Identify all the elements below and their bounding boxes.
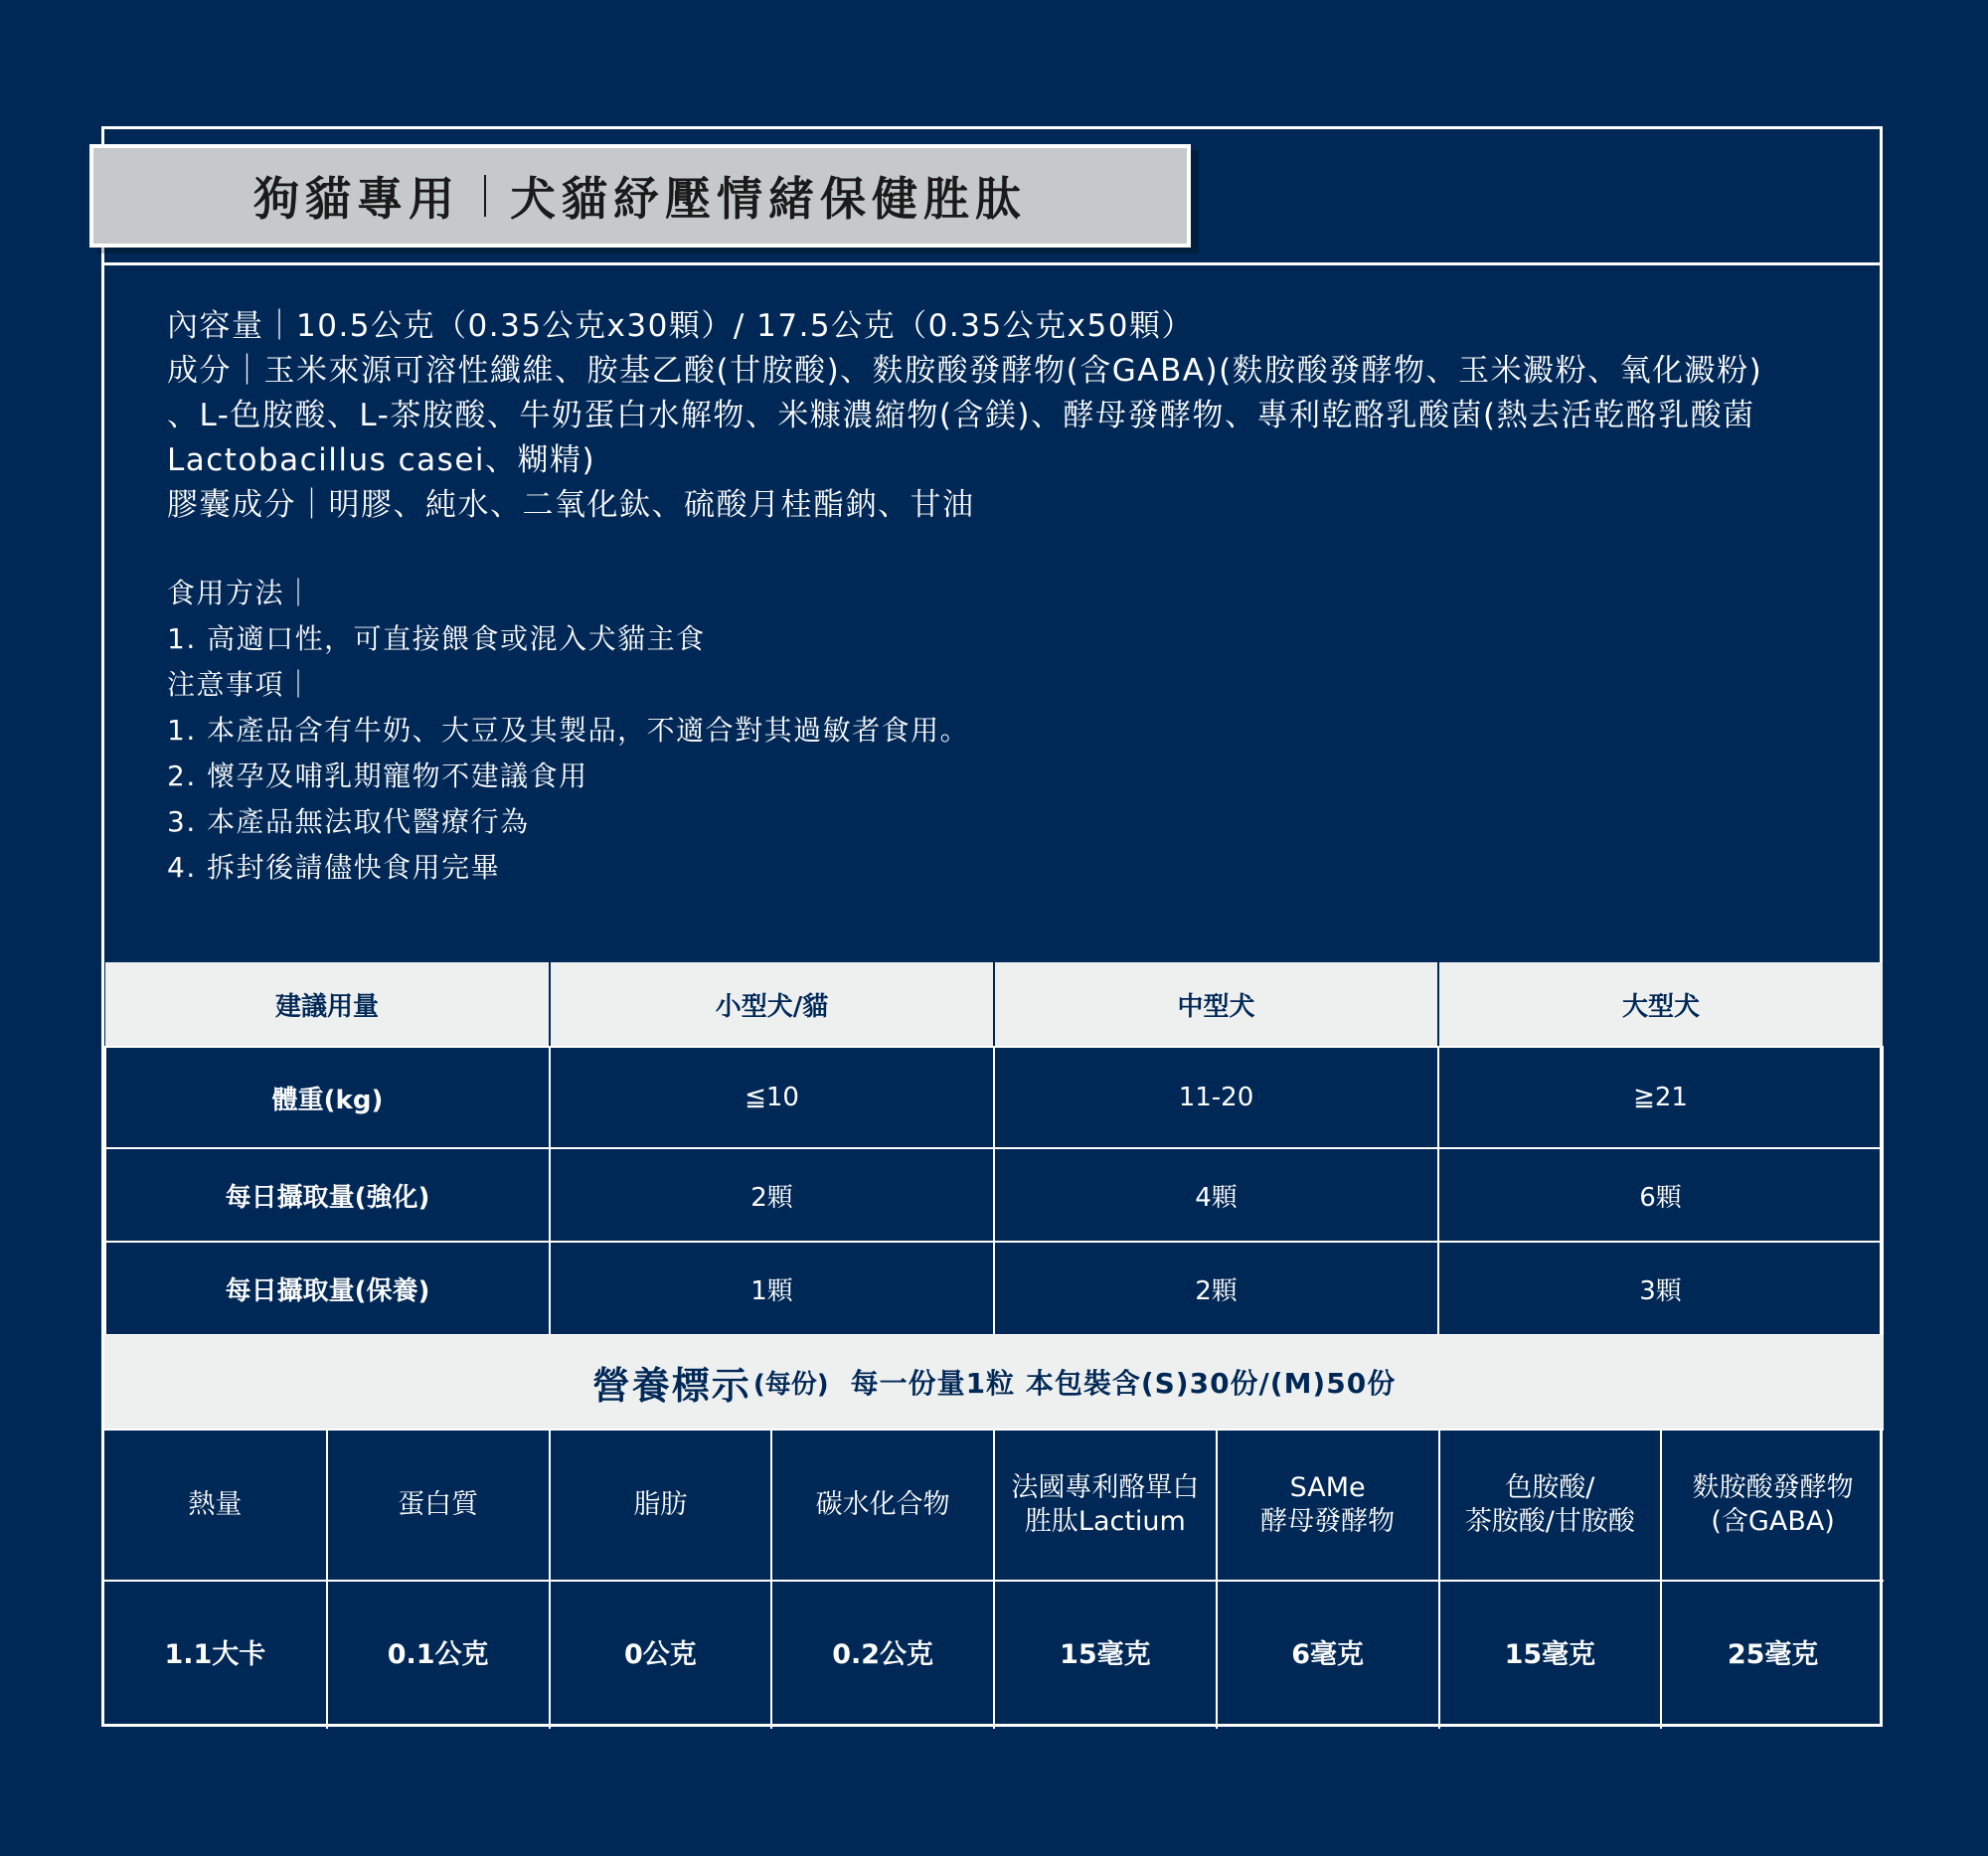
row-label: 體重(kg) <box>105 1047 550 1148</box>
nutrition-table <box>104 1429 1884 1729</box>
table-cell: 4顆 <box>994 1148 1438 1242</box>
nutrition-header <box>104 1430 327 1581</box>
usage-heading: 食用方法｜ <box>167 577 314 609</box>
info-content-amount: 內容量｜10.5公克（0.35公克x30顆）/ 17.5公克（0.35公克x50顆） <box>167 308 1194 344</box>
nutrition-value: 1.1大卡 <box>104 1581 327 1729</box>
nutrition-header <box>550 1430 772 1581</box>
caution-item: 1. 本產品含有牛奶、大豆及其製品，不適合對其過敏者食用。 <box>167 714 970 747</box>
nutrition-serving: 每一份量1粒 本包裝含(S)30份/(M)50份 <box>850 1367 1397 1400</box>
header-line: SAMe <box>1289 1472 1366 1503</box>
table-row <box>105 1242 1883 1335</box>
title-category: 狗貓專用 <box>253 172 460 226</box>
header-line: (含GABA) <box>1711 1506 1835 1537</box>
nutrition-value: 15毫克 <box>1439 1581 1662 1729</box>
nutrition-banner <box>104 1335 1884 1429</box>
info-capsule: 膠囊成分｜明膠、純水、二氧化鈦、硫酸月桂酯鈉、甘油 <box>167 487 975 523</box>
usage-item: 1. 高適口性，可直接餵食或混入犬貓主食 <box>167 622 706 655</box>
nutrition-header <box>1217 1430 1439 1581</box>
header-line: 碳水化合物 <box>815 1489 950 1520</box>
table-cell: 2顆 <box>994 1242 1438 1335</box>
caution-heading: 注意事項｜ <box>167 668 314 701</box>
nutrition-value: 6毫克 <box>1217 1581 1439 1729</box>
dosage-header: 大型犬 <box>1438 962 1883 1047</box>
dosage-header: 中型犬 <box>994 962 1438 1047</box>
header-line: 脂肪 <box>633 1489 688 1520</box>
info-ingredients-3: Lactobacillus casei、糊精) <box>167 442 596 478</box>
table-cell: 1顆 <box>550 1242 994 1335</box>
nutrition-value: 15毫克 <box>994 1581 1217 1729</box>
caution-item: 2. 懷孕及哺乳期寵物不建議食用 <box>167 759 588 792</box>
nutrition-per: (每份) <box>752 1369 829 1400</box>
nutrition-header <box>771 1430 994 1581</box>
page-title <box>253 163 1027 229</box>
nutrition-header <box>1661 1430 1884 1581</box>
dosage-header: 小型犬/貓 <box>550 962 994 1047</box>
table-cell: 2顆 <box>550 1148 994 1242</box>
nutrition-header <box>1439 1430 1662 1581</box>
title-separator <box>484 175 486 217</box>
table-row <box>105 1148 1883 1242</box>
title-product: 犬貓紓壓情緒保健胜肽 <box>510 172 1027 226</box>
dosage-header-row <box>105 962 1883 1047</box>
header-line: 法國專利酪單白 <box>1011 1472 1200 1503</box>
usage-notes <box>167 571 1360 891</box>
nutrition-value-row <box>104 1581 1884 1729</box>
nutrition-header <box>994 1430 1217 1581</box>
table-cell: 3顆 <box>1438 1242 1883 1335</box>
nutrition-value: 0公克 <box>550 1581 772 1729</box>
header-line: 酵母發酵物 <box>1260 1506 1396 1537</box>
table-cell: 6顆 <box>1438 1148 1883 1242</box>
header-line: 色胺酸/ <box>1505 1472 1595 1503</box>
caution-item: 4. 拆封後請儘快食用完畢 <box>167 851 501 884</box>
header-line: 胜肽Lactium <box>1024 1506 1186 1537</box>
nutrition-header <box>327 1430 550 1581</box>
dosage-table <box>104 962 1884 1336</box>
header-line: 蛋白質 <box>398 1489 479 1520</box>
nutrition-title: 營養標示 <box>591 1363 751 1408</box>
nutrition-value: 0.1公克 <box>327 1581 550 1729</box>
title-banner <box>89 144 1191 248</box>
table-cell: ≦10 <box>550 1047 994 1148</box>
row-label: 每日攝取量(保養) <box>105 1242 550 1335</box>
nutrition-value: 25毫克 <box>1661 1581 1884 1729</box>
header-line: 麩胺酸發酵物 <box>1692 1472 1854 1503</box>
header-line: 熱量 <box>188 1489 243 1520</box>
table-cell: 11-20 <box>994 1047 1438 1148</box>
nutrition-value: 0.2公克 <box>771 1581 994 1729</box>
table-row <box>105 1047 1883 1148</box>
dosage-header: 建議用量 <box>105 962 550 1047</box>
nutrition-header-row <box>104 1430 1884 1581</box>
header-line: 茶胺酸/甘胺酸 <box>1464 1506 1635 1537</box>
info-ingredients-1: 成分｜玉米來源可溶性纖維、胺基乙酸(甘胺酸)、麩胺酸發酵物(含GABA)(麩胺酸發酵物、玉米澱粉、氧化澱粉) <box>167 353 1763 389</box>
info-ingredients-2: 、L-色胺酸、L-茶胺酸、牛奶蛋白水解物、米糠濃縮物(含鎂)、酵母發酵物、專利乾酪乳酸菌(熱去活乾酪乳酸菌 <box>167 398 1755 433</box>
product-info <box>167 304 1837 528</box>
caution-item: 3. 本產品無法取代醫療行為 <box>167 805 530 838</box>
table-cell: ≧21 <box>1438 1047 1883 1148</box>
row-label: 每日攝取量(強化) <box>105 1148 550 1242</box>
title-divider <box>101 262 1883 265</box>
